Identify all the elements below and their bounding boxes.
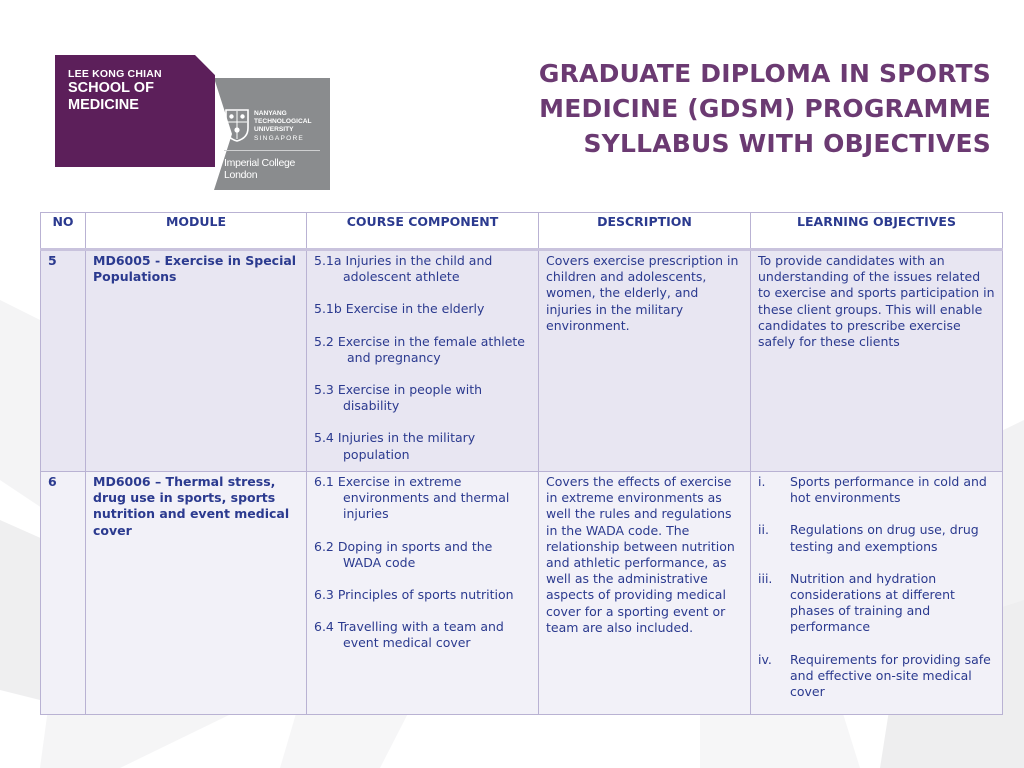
- logo-school-line1: LEE KONG CHIAN: [68, 68, 162, 80]
- component-item: 5.4 Injuries in the military population: [314, 430, 476, 462]
- header-module: MODULE: [86, 213, 307, 250]
- objective-text: Sports performance in cold and hot environments: [790, 474, 987, 506]
- component-item: 6.3 Principles of sports nutrition: [314, 587, 514, 603]
- component-item: 5.3 Exercise in people with disability: [314, 382, 483, 414]
- row-number: 6: [41, 472, 86, 715]
- component-item: 6.4 Travelling with a team and event medical cover: [314, 619, 504, 651]
- table-row: [41, 472, 1003, 715]
- learning-objectives: [751, 472, 1003, 715]
- logo-ntu-line3: UNIVERSITY: [254, 126, 294, 133]
- logo-school-line3: MEDICINE: [68, 97, 139, 113]
- list-item: [758, 474, 995, 506]
- module-name: MD6006 – Thermal stress, drug use in sports, sports nutrition and event medical cover: [86, 472, 307, 715]
- row-number: 5: [41, 250, 86, 472]
- component-item: 6.2 Doping in sports and the WADA code: [314, 538, 493, 570]
- learning-objectives: [751, 250, 1003, 472]
- title-line2: MEDICINE (GDSM) PROGRAMME: [539, 94, 991, 123]
- description: [539, 472, 751, 715]
- logo-ntu-line1: NANYANG: [254, 110, 287, 117]
- module-name: MD6005 - Exercise in Special Populations: [86, 250, 307, 472]
- logo-icl-line2: London: [224, 169, 258, 181]
- title-line1: GRADUATE DIPLOMA IN SPORTS: [538, 59, 991, 88]
- header-course-component: COURSE COMPONENT: [307, 213, 539, 250]
- component-item: 5.2 Exercise in the female athlete and pregnancy: [314, 333, 525, 365]
- header-no: NO: [41, 213, 86, 250]
- objective-number: iii.: [758, 570, 773, 586]
- description: [539, 250, 751, 472]
- component-item: 5.1a Injuries in the child and adolescent athlete: [314, 253, 493, 285]
- objective-text: Requirements for providing safe and effective on-site medical cover: [790, 651, 991, 700]
- course-components: [307, 250, 539, 472]
- objective-text: Nutrition and hydration considerations at different phases of training and performance: [790, 570, 955, 635]
- header-description: DESCRIPTION: [539, 213, 751, 250]
- description-text: Covers the effects of exercise in extreme environments as well the rules and regulations in the WADA code. The relationship between nutrition and athletic performance, as well as the administrative aspects of providing medical cover for a sporting event or team are also included.: [546, 474, 735, 635]
- logo-school-line2: SCHOOL OF: [68, 80, 154, 96]
- table-header-row: [41, 213, 1003, 250]
- objective-number: i.: [758, 474, 766, 489]
- objective-number: iv.: [758, 651, 772, 667]
- logo-ntu-line2: TECHNOLOGICAL: [254, 118, 312, 125]
- syllabus-table: [40, 212, 1003, 715]
- list-item: [758, 571, 995, 636]
- component-item: 5.1b Exercise in the elderly: [314, 301, 485, 317]
- page-title: [539, 56, 991, 161]
- objectives-text: To provide candidates with an understanding of the issues related to exercise and sports participation in these client groups. This will enable candidates to prescribe exercise safely for these clients: [758, 253, 995, 350]
- list-item: [758, 522, 995, 554]
- ntu-crest-icon: [224, 108, 250, 142]
- list-item: [758, 652, 995, 701]
- objective-number: ii.: [758, 522, 769, 538]
- objective-text: Regulations on drug use, drug testing and exemptions: [790, 522, 979, 554]
- logo-icl-line1: Imperial College: [224, 157, 296, 169]
- component-item: 6.1 Exercise in extreme environments and thermal injuries: [314, 474, 510, 522]
- title-line3: SYLLABUS WITH OBJECTIVES: [583, 129, 991, 158]
- logo-divider: [224, 150, 320, 151]
- logo-ntu-line4: SINGAPORE: [254, 135, 305, 142]
- description-text: Covers exercise prescription in children and adolescents, women, the elderly, and injuries in the military environment.: [546, 253, 739, 333]
- table-row: [41, 250, 1003, 472]
- objectives-list: [758, 474, 995, 700]
- header-learning-objectives: LEARNING OBJECTIVES: [751, 213, 1003, 250]
- course-components: [307, 472, 539, 715]
